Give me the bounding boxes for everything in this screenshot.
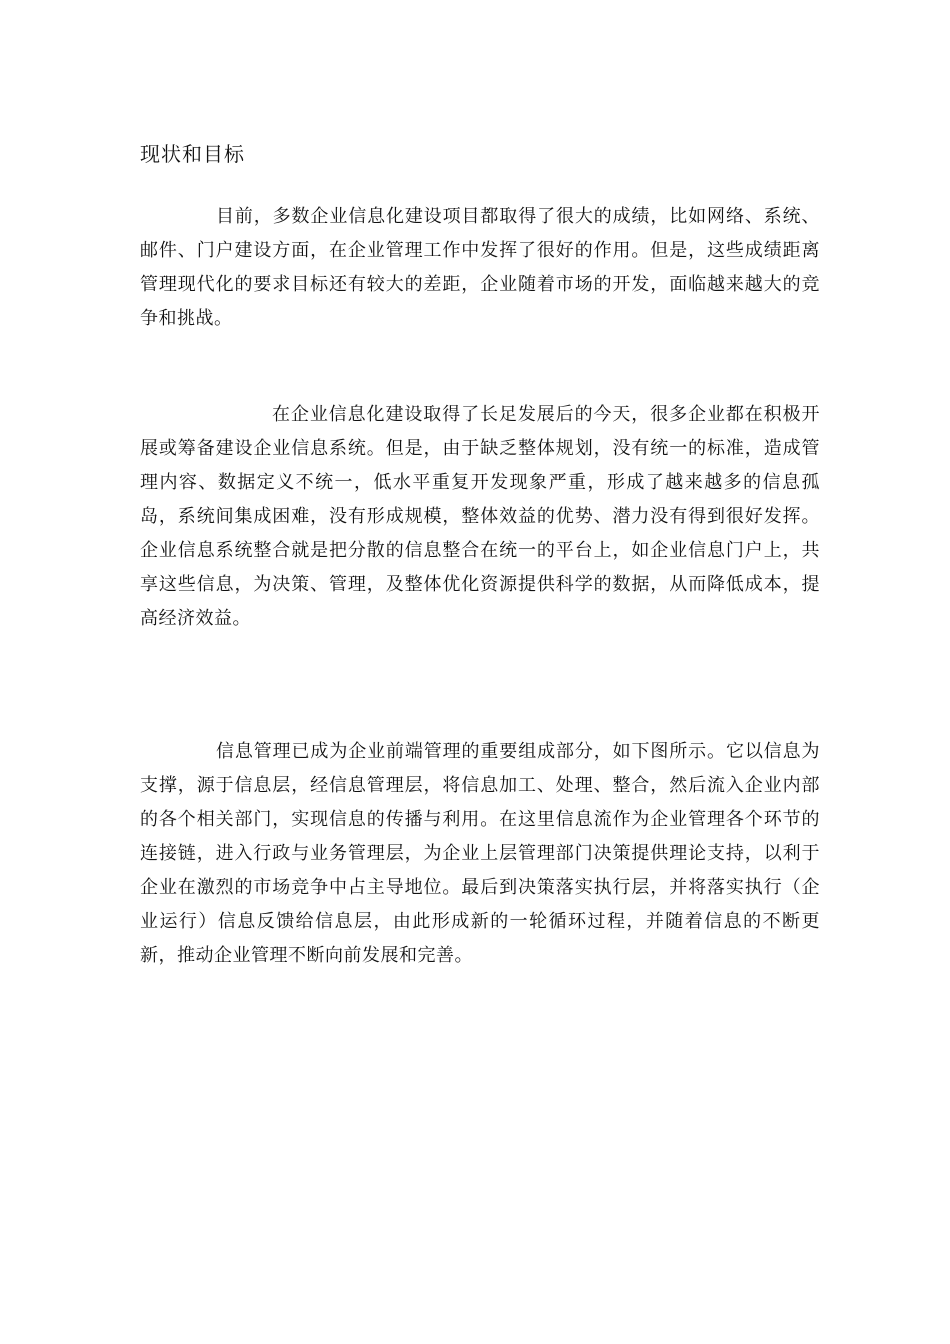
paragraph-2: 在企业信息化建设取得了长足发展后的今天，很多企业都在积极开展或筹备建设企业信息系统。但是，由于缺乏整体规划，没有统一的标准，造成管理内容、数据定义不统一，低水平重复开发现象严重，形成了越来越多的信息孤岛，系统间集成困难，没有形成规模，整体效益的优势、潜力没有得到很好发挥。企业信息系统整合就是把分散的信息整合在统一的平台上，如企业信息门户上，共享这些信息，为决策、管理，及整体优化资源提供科学的数据，从而降低成本，提高经济效益。	[140, 404, 820, 629]
section-heading: 现状和目标	[140, 142, 245, 166]
paragraph-3: 信息管理已成为企业前端管理的重要组成部分，如下图所示。它以信息为支撑，源于信息层，经信息管理层，将信息加工、处理、整合，然后流入企业内部的各个相关部门，实现信息的传播与利用。在这里信息流作为企业管理各个环节的连接链，进入行政与业务管理层，为企业上层管理部门决策提供理论支持，以利于企业在激烈的市场竞争中占主导地位。最后到决策落实执行层，并将落实执行（企业运行）信息反馈给信息层，由此形成新的一轮循环过程，并随着信息的不断更新，推动企业管理不断向前发展和完善。	[140, 741, 820, 966]
paragraph-1: 目前，多数企业信息化建设项目都取得了很大的成绩，比如网络、系统、邮件、门户建设方面，在企业管理工作中发挥了很好的作用。但是，这些成绩距离管理现代化的要求目标还有较大的差距，企业随着市场的开发，面临越来越大的竞争和挑战。	[140, 206, 820, 329]
